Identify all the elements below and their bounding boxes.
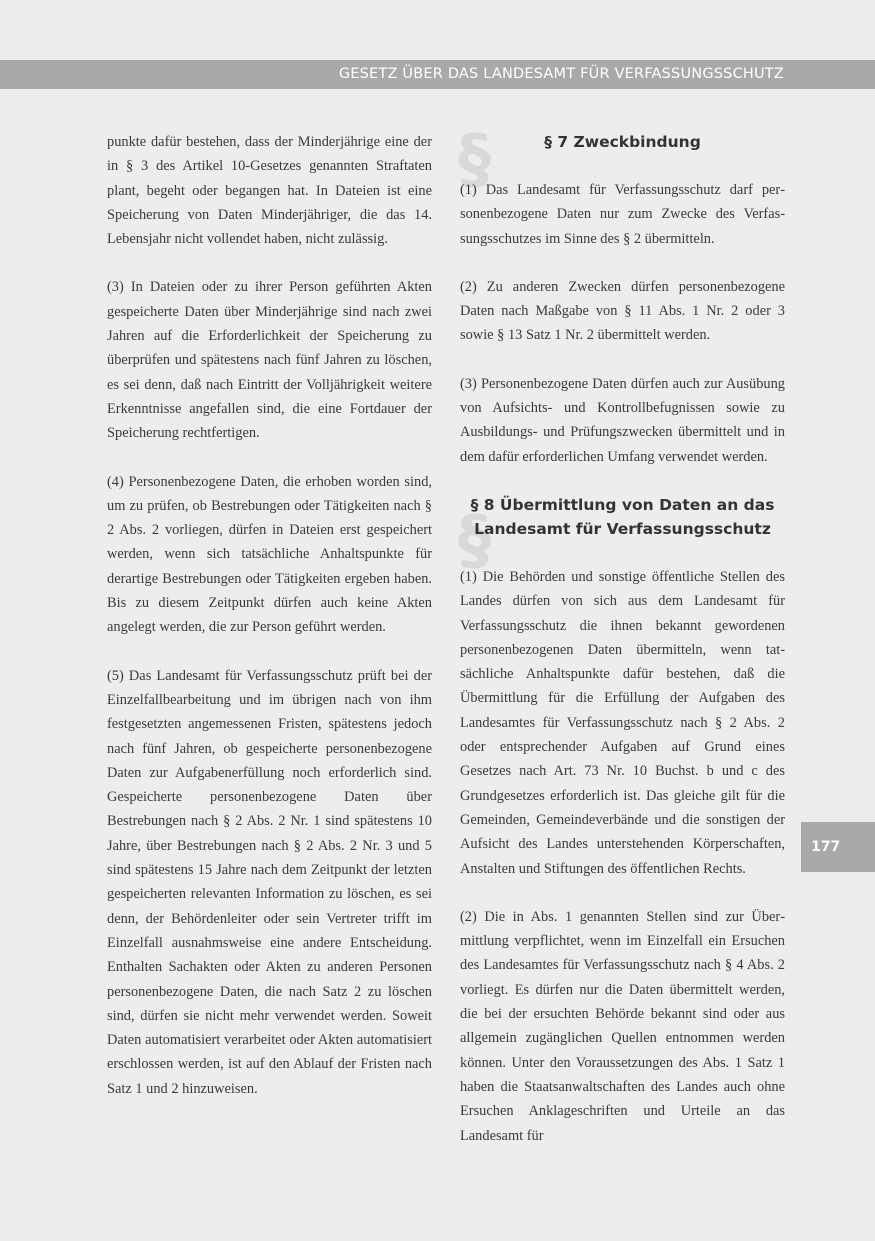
section-mark-icon: §	[458, 500, 491, 578]
paragraph-7-3: (3) Personenbezogene Daten dürfen auch zur Ausübung von Aufsichts- und Kontrollbefugnissen sowie zu Ausbildungs- und Prüfungszwecken übermittelt und in dem dafür erforderlichen Umfang verwendet werden.	[460, 375, 785, 465]
section-7	[458, 120, 785, 469]
paragraph-6-5: (5) Das Landesamt für Verfassungsschutz prüft bei der Einzelfallbearbeitung und im übrigen nach von ihm festgesetzten angemessenen Fristen, spätestens jedoch nach fünf Jahren, ob gespeicherte personenbezogene Daten zur Aufgabenerfüllung noch erforderlich sind. Gespeicherte personenbezogene Daten über Bestrebungen nach § 2 Abs. 2 Nr. 1 sind spätestens 10 Jahre, über Bestrebungen nach § 2 Abs. 2 Nr. 3 und 5 sind spätestens 15 Jahre nach dem Zeitpunkt der letzten gespeicherten relevanten Information zu löschen, es sei denn, der Behördenleiter oder sein Vertreter trifft im Einzelfall ausnahmsweise eine andere Entscheidung. Enthalten Sachakten oder Akten zu anderen Personen personenbezogene Daten, die nach Satz 2 zu löschen sind, dürfen sie nicht mehr verwendet werden. Soweit Daten automatisiert verarbeitet oder Akten automatisiert erschlossen werden, ist auf den Ablauf der Fristen nach Satz 1 und 2 hinzuweisen.	[107, 667, 432, 1097]
running-header	[0, 60, 875, 89]
paragraph-8-2: (2) Die in Abs. 1 genannten Stellen sind zur Übermittlung verpflichtet, wenn im Einzelfall ein Ersuchen des Landesamtes für Verfassungsschutz nach § 4 Abs. 2 vorliegt. Es dürfen nur die Daten übermittelt werden, die bei der ersuchten Behörde bekannt sind oder aus allgemein zugänglichen Quellen entnommen werden können. Unter den Voraussetzungen des Abs. 1 Satz 1 haben die Staatsanwaltschaften des Landes auch ohne Ersuchen Anklageschriften und Urteile an das Landesamt für	[460, 908, 785, 1144]
section-8	[460, 493, 785, 1148]
paragraph-6-4: (4) Personenbezogene Daten, die erhoben worden sind, um zu prüfen, ob Bestrebungen oder Tätigkeiten nach § 2 Abs. 2 vorliegen, dürfen in Dateien erst gespeichert werden, wenn sich tatsächliche Anhaltspunkte für derartige Bestrebungen oder Tätigkeiten ergeben haben. Bis zu diesem Zeitpunkt dürfen auch keine Akten angelegt werden, die zur Person geführt werden.	[107, 473, 432, 636]
section-7-heading: § 7 Zweckbindung	[544, 133, 701, 151]
right-column	[458, 120, 785, 1148]
paragraph-7-1: (1) Das Landesamt für Verfassungsschutz darf personenbezogene Daten nur zum Zwecke des Verfassungsschutzes im Sinne des § 2 übermitteln.	[460, 182, 785, 247]
paragraph-8-1: (1) Die Behörden und sonstige öffentliche Stellen des Landes dürfen von sich aus dem Landesamt für Verfassungsschutz die ihnen bekannt gewordenen personenbezogenen Daten übermitteln, wenn tatsächliche Anhaltspunkte dafür bestehen, daß die Übermittlung für die Erfüllung der Aufgaben des Landesamtes für Verfassungsschutz nach § 2 Abs. 2 oder entsprechender Aufgaben auf Grund eines Gesetzes nach Art. 73 Nr. 10 Buchst. b und c des Grundgesetzes erforderlich ist. Das gleiche gilt für die Gemeinden, Gemeindeverbände und die sonstigen der Aufsicht des Landes unterstehenden Körperschaften, Anstalten und Stiftungen des öffentlichen Rechts.	[460, 568, 785, 877]
paragraph-6-3: (3) In Dateien oder zu ihrer Person geführten Akten gespeicherte Daten über Minderjährige sind nach zwei Jahren auf die Erforderlichkeit der Speicherung zu überprüfen und spätestens nach fünf Jahren zu löschen, es sei denn, daß nach Eintritt der Volljährigkeit weitere Erkenntnisse angefallen sind, die eine Fortdauer der Speicherung rechtfertigen.	[107, 279, 432, 442]
header-title: GESETZ ÜBER DAS LANDESAMT FÜR VERFASSUNGSSCHUTZ	[338, 66, 784, 82]
paragraph-continuation: punkte dafür bestehen, dass der Minderjährige eine der in § 3 des Artikel 10-Gesetzes genannten Straftaten plant, begeht oder begangen hat. In Dateien ist eine Speicherung von Daten Minderjähriger, die das 14. Lebensjahr nicht vollendet haben, nicht zulässig.	[107, 134, 432, 248]
section-8-heading-line-2: Landesamt für Verfassungsschutz	[474, 519, 771, 538]
section-8-heading-line-1: § 8 Übermittlung von Daten an das	[470, 495, 775, 514]
page-number: 177	[801, 822, 875, 872]
section-mark-icon: §	[458, 120, 491, 197]
paragraph-7-2: (2) Zu anderen Zwecken dürfen personenbezogene Daten nach Maßgabe von § 11 Abs. 1 Nr. 2 oder 3 sowie § 13 Satz 1 Nr. 2 übermittelt werden.	[460, 278, 785, 344]
left-column	[107, 130, 432, 1101]
